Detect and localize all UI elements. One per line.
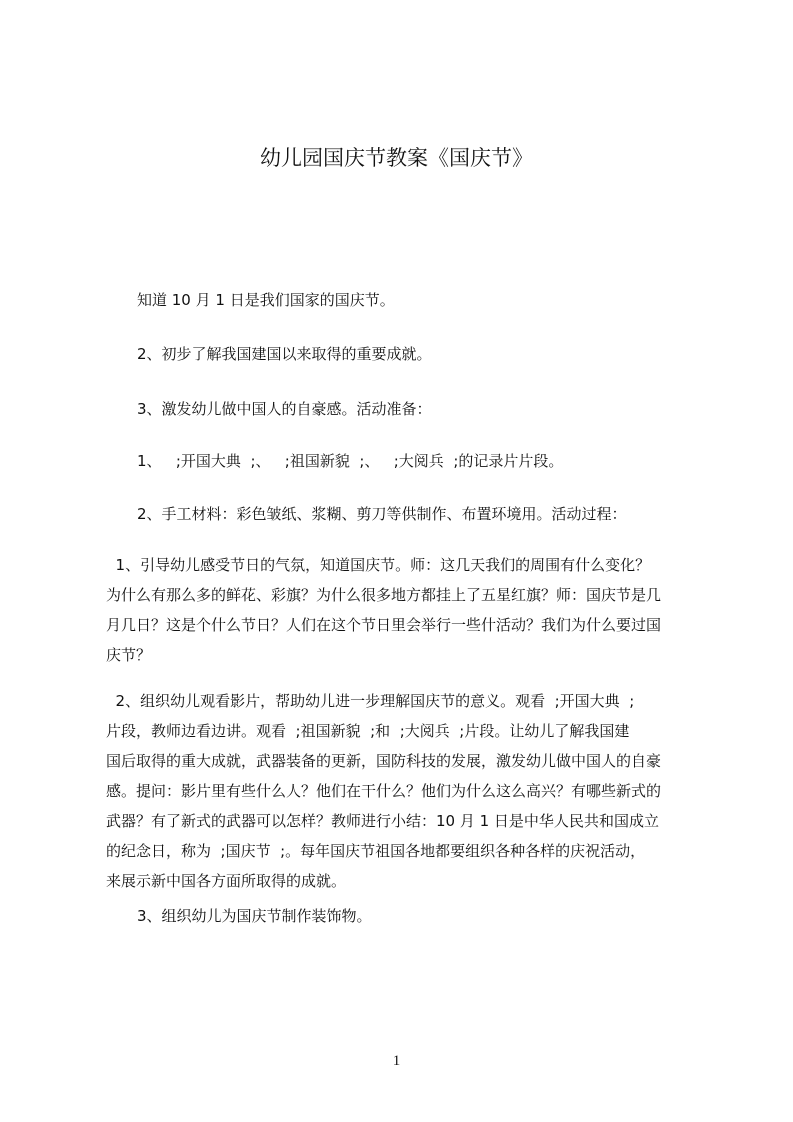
- text-line: 片段，教师边看边讲。观看 ;祖国新貌 ;和 ;大阅兵 ;片段。让幼儿了解我国建: [106, 722, 630, 740]
- paragraph-step-3: 3、组织幼儿为国庆节制作装饰物。: [137, 907, 372, 925]
- paragraph-goal-3: 3、激发幼儿做中国人的自豪感。活动准备：: [137, 400, 432, 418]
- paragraph-prep-2: 2、手工材料：彩色皱纸、浆糊、剪刀等供制作、布置环境用。活动过程：: [137, 505, 627, 523]
- text-line: 庆节？: [106, 646, 152, 664]
- page-title: 幼儿园国庆节教案《国庆节》: [260, 146, 533, 170]
- paragraph-step-1: [106, 550, 706, 670]
- text-line: 国后取得的重大成就，武器装备的更新，国防科技的发展，激发幼儿做中国人的自豪: [106, 752, 662, 770]
- text-line: 感。提问：影片里有些什么人？他们在干什么？他们为什么这么高兴？有哪些新式的: [106, 782, 662, 800]
- text-line: 的纪念日，称为 ;国庆节 ;。每年国庆节祖国各地都要组织各种各样的庆祝活动，: [106, 842, 646, 860]
- text-line: 为什么有那么多的鲜花、彩旗？为什么很多地方都挂上了五星红旗？师：国庆节是几: [106, 586, 662, 604]
- paragraph-prep-1: 1、 ;开国大典 ;、 ;祖国新貌 ;、 ;大阅兵 ;的记录片片段。: [137, 452, 564, 470]
- text-line: 武器？有了新式的武器可以怎样？教师进行小结：10 月 1 日是中华人民共和国成立: [106, 812, 659, 830]
- paragraph-goal-1: 知道 10 月 1 日是我们国家的国庆节。: [137, 291, 395, 309]
- text-line: 2、组织幼儿观看影片，帮助幼儿进一步理解国庆节的意义。观看 ;开国大典 ;: [106, 692, 635, 710]
- paragraph-step-2: [106, 686, 706, 896]
- text-line: 1、引导幼儿感受节日的气氛，知道国庆节。师：这几天我们的周围有什么变化？: [106, 556, 651, 574]
- paragraph-goal-2: 2、初步了解我国建国以来取得的重要成就。: [137, 345, 432, 363]
- text-line: 月几日？这是个什么节日？人们在这个节日里会举行一些什活动？我们为什么要过国: [106, 616, 662, 634]
- page-number: 1: [392, 1053, 401, 1069]
- text-line: 来展示新中国各方面所取得的成就。: [106, 872, 347, 890]
